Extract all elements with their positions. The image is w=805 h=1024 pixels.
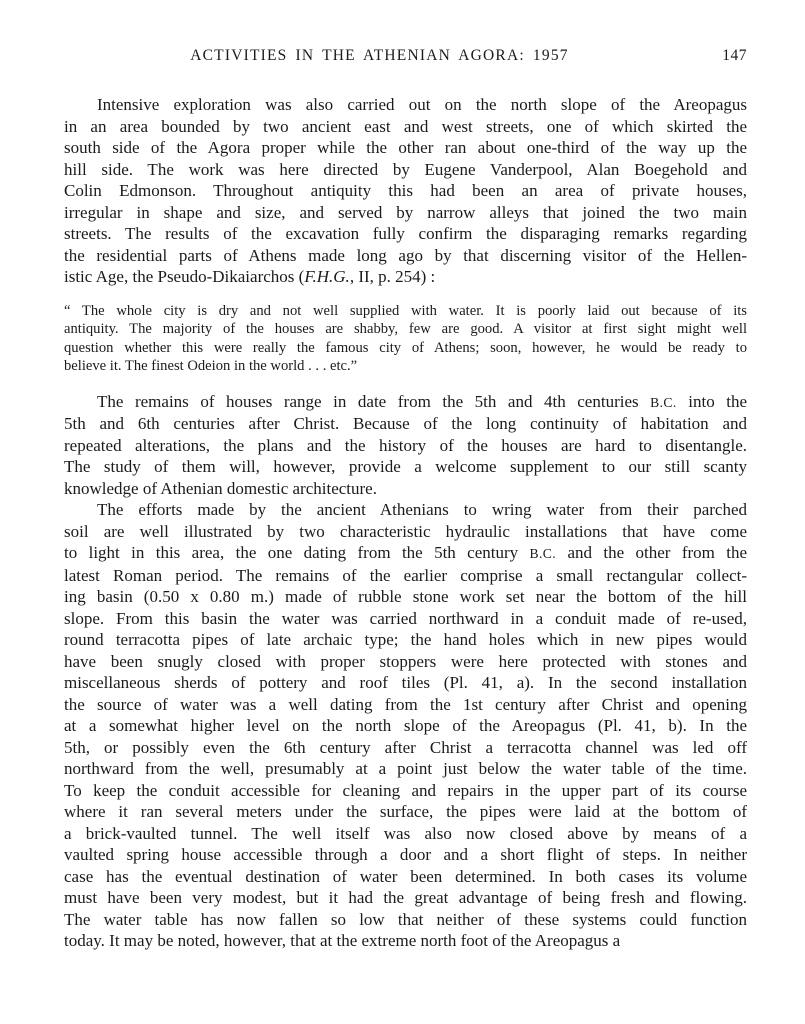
text-line: must have been very modest, but it had the great advantage of being fresh and flowing.	[64, 888, 747, 907]
text-line: repeated alterations, the plans and the history of the houses are hard to disentangle.	[64, 435, 747, 455]
text-line: knowledge of Athenian domestic architecture.	[64, 478, 377, 498]
text-line: “ The whole city is dry and not well supplied with water. It is poorly laid out because of its	[64, 302, 747, 319]
text-line: the source of water was a well dating from the 1st century after Christ and opening	[64, 694, 747, 714]
text-line: streets. The results of the excavation fully confirm the disparaging remarks regarding	[64, 224, 747, 243]
text-line: slope. From this basin the water was carried northward in a conduit made of re-used,	[64, 608, 747, 628]
text-line: Colin Edmonson. Throughout antiquity this had been an area of private houses,	[64, 181, 747, 200]
text-line: to light in this area, the one dating from the 5th century B.C. and the other from the	[64, 543, 748, 562]
text-line: the residential parts of Athens made long ago by that discerning visitor of the Hellen-	[64, 245, 747, 265]
paragraph-1	[64, 94, 747, 288]
text-line: in an area bounded by two ancient east and west streets, one of which skirted the	[64, 116, 747, 136]
text-line: vaulted spring house accessible through a door and a short flight of steps. In neither	[64, 845, 747, 864]
text-line: istic Age, the Pseudo-Dikaiarchos (F.H.G., II, p. 254) :	[64, 267, 436, 286]
text-line: case has the eventual destination of water been determined. In both cases its volume	[64, 866, 747, 886]
text-line: The study of them will, however, provide a welcome supplement to our still scanty	[64, 457, 747, 476]
running-title: ACTIVITIES IN THE ATHENIAN AGORA: 1957	[190, 47, 569, 64]
text-line: a brick-vaulted tunnel. The well itself was also now closed above by means of a	[64, 823, 747, 843]
text-line: irregular in shape and size, and served by narrow alleys that joined the two main	[64, 202, 747, 222]
text-line: round terracotta pipes of late archaic type; the hand holes which in new pipes would	[64, 630, 747, 649]
text-line: 5th and 6th centuries after Christ. Because of the long continuity of habitation and	[64, 414, 747, 433]
text-line: antiquity. The majority of the houses are shabby, few are good. A visitor at first sight might well	[64, 321, 747, 337]
blockquote	[64, 302, 747, 376]
text-line: believe it. The finest Odeion in the world . . . etc.”	[64, 358, 358, 374]
text-line: The water table has now fallen so low that neither of these systems could function	[64, 909, 747, 929]
text-line: To keep the conduit accessible for cleaning and repairs in the upper part of its course	[64, 780, 747, 800]
page-header	[64, 47, 747, 65]
text-line: question whether this were really the famous city of Athens; soon, however, he would be ready to	[64, 339, 747, 356]
text-line: The remains of houses range in date from the 5th and 4th centuries B.C. into the	[97, 391, 747, 411]
text-line: ing basin (0.50 x 0.80 m.) made of rubble stone work set near the bottom of the hill	[64, 587, 747, 606]
paragraph-3	[64, 391, 747, 500]
text-line: Intensive exploration was also carried out on the north slope of the Areopagus	[97, 95, 747, 114]
text-line: have been snugly closed with proper stoppers were here protected with stones and	[64, 651, 747, 671]
text-line: today. It may be noted, however, that at the extreme north foot of the Areopagus a	[64, 931, 621, 950]
text-line: northward from the well, presumably at a point just below the water table of the time.	[64, 759, 747, 778]
text-line: latest Roman period. The remains of the earlier comprise a small rectangular collect-	[64, 565, 747, 585]
page-number: 147	[722, 47, 747, 64]
text-line: soil are well illustrated by two characteristic hydraulic installations that have come	[64, 521, 747, 541]
text-line: south side of the Agora proper while the other ran about one-third of the way up the	[64, 138, 747, 157]
text-line: miscellaneous sherds of pottery and roof tiles (Pl. 41, a). In the second installation	[64, 673, 747, 692]
text-line: where it ran several meters under the surface, the pipes were laid at the bottom of	[64, 802, 747, 821]
page-body	[64, 94, 747, 952]
text-line: 5th, or possibly even the 6th century after Christ a terracotta channel was led off	[64, 737, 747, 757]
paragraph-4	[64, 499, 747, 952]
text-line: The efforts made by the ancient Athenians to wring water from their parched	[97, 500, 747, 519]
text-line: at a somewhat higher level on the north slope of the Areopagus (Pl. 41, b). In the	[64, 716, 747, 735]
text-line: hill side. The work was here directed by Eugene Vanderpool, Alan Boegehold and	[64, 159, 747, 179]
